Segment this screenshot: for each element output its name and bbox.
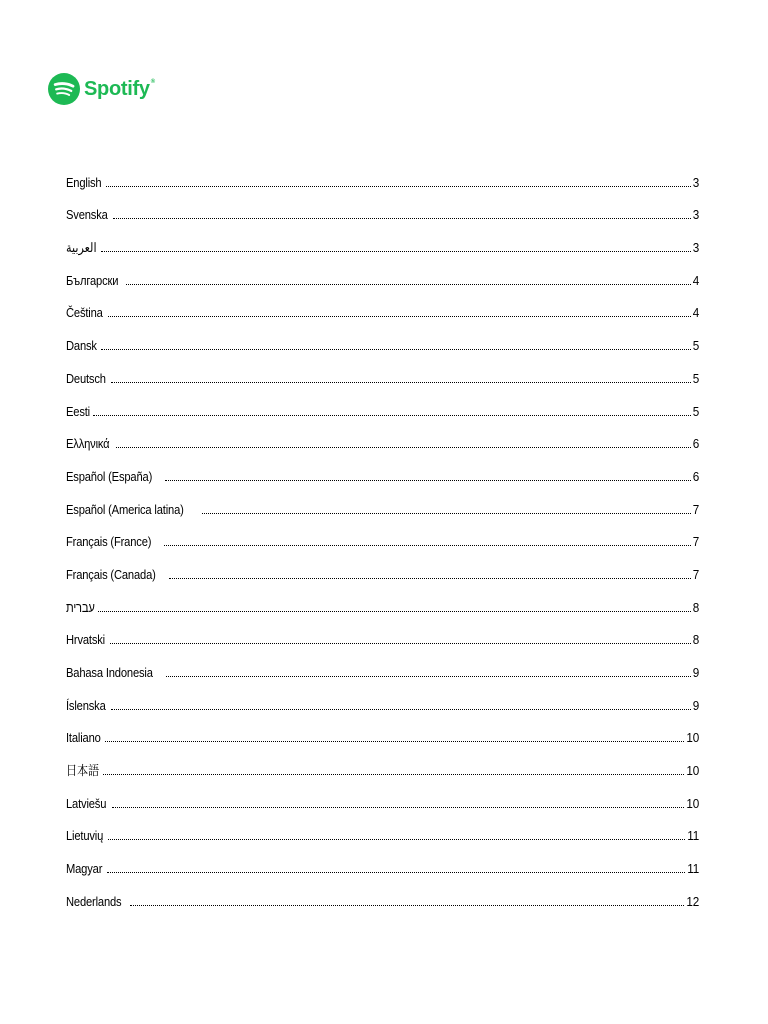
toc-entry-page-number: 7 xyxy=(692,534,699,550)
toc-entry-label: Български xyxy=(66,272,119,288)
toc-entry-label: Bahasa Indonesia xyxy=(66,665,153,680)
toc-entry-page-number: 5 xyxy=(692,403,699,419)
toc-entry-label: Nederlands xyxy=(66,893,122,909)
toc-entry[interactable] xyxy=(66,877,699,910)
dot-leader xyxy=(116,447,691,448)
toc-entry-label: Ελληνικά xyxy=(66,436,110,452)
toc-entry-label: العربية xyxy=(66,240,97,256)
spotify-wordmark xyxy=(84,79,155,99)
dot-leader xyxy=(108,839,685,840)
toc-entry[interactable] xyxy=(66,485,699,518)
registered-mark: ® xyxy=(150,79,155,85)
toc-entry-page-number: 9 xyxy=(692,665,699,680)
dot-leader xyxy=(111,709,691,710)
toc-entry-page-number: 6 xyxy=(692,468,699,484)
toc-entry-label: Čeština xyxy=(66,305,103,321)
toc-entry-page-number: 4 xyxy=(692,272,699,288)
dot-leader xyxy=(108,316,691,317)
toc-entry[interactable] xyxy=(66,746,699,779)
dot-leader xyxy=(93,415,691,416)
toc-entry-label: Lietuvių xyxy=(66,828,104,844)
toc-entry-label: Français (France) xyxy=(66,534,152,550)
toc-entry[interactable] xyxy=(66,452,699,485)
toc-entry[interactable] xyxy=(66,321,699,354)
toc-entry-label: Français (Canada) xyxy=(66,566,156,582)
dot-leader xyxy=(165,480,691,481)
toc-entry-page-number: 4 xyxy=(692,305,699,321)
toc-entry-page-number: 12 xyxy=(686,893,699,909)
toc-entry[interactable] xyxy=(66,420,699,453)
dot-leader xyxy=(101,251,691,252)
spotify-logo xyxy=(48,58,155,120)
dot-leader xyxy=(113,218,691,219)
toc-entry-page-number: 11 xyxy=(687,861,699,877)
toc-entry-label: Íslenska xyxy=(66,697,106,713)
dot-leader xyxy=(111,382,691,383)
dot-leader xyxy=(130,905,684,906)
dot-leader xyxy=(164,545,691,546)
toc-entry[interactable] xyxy=(66,191,699,224)
toc-entry-page-number: 5 xyxy=(692,370,699,386)
toc-entry-page-number: 7 xyxy=(692,566,699,582)
toc-entry-label: Hrvatski xyxy=(66,632,106,648)
toc-entry-page-number: 3 xyxy=(692,240,699,256)
toc-entry-page-number: 8 xyxy=(692,599,699,615)
toc-entry-label: 日本語 xyxy=(66,763,100,779)
toc-entry[interactable] xyxy=(66,289,699,322)
toc-entry[interactable] xyxy=(66,681,699,714)
toc-entry-label: עברית xyxy=(66,599,95,615)
toc-entry-page-number: 9 xyxy=(692,697,699,713)
dot-leader xyxy=(101,349,691,350)
toc-entry-label: Svenska xyxy=(66,207,108,223)
toc-entry-label: Latviešu xyxy=(66,795,107,811)
dot-leader xyxy=(126,284,691,285)
spotify-icon xyxy=(48,73,80,105)
toc-entry-label: Dansk xyxy=(66,338,97,354)
toc-entry[interactable] xyxy=(66,714,699,747)
toc-entry[interactable] xyxy=(66,812,699,845)
toc-entry-label: Magyar xyxy=(66,861,103,877)
dot-leader xyxy=(103,774,684,775)
toc-entry-label: Eesti xyxy=(66,403,90,419)
dot-leader xyxy=(106,186,691,187)
brand-name: Spotify xyxy=(84,78,150,100)
toc-entry[interactable] xyxy=(66,550,699,583)
toc-entry-page-number: 7 xyxy=(692,501,699,517)
dot-leader xyxy=(202,513,691,514)
toc-entry[interactable] xyxy=(66,616,699,649)
toc-entry-page-number: 10 xyxy=(686,763,699,779)
dot-leader xyxy=(105,741,684,742)
toc-entry-page-number: 6 xyxy=(692,436,699,452)
toc-entry[interactable] xyxy=(66,387,699,420)
toc-entry-page-number: 10 xyxy=(686,730,699,746)
table-of-contents xyxy=(66,158,699,910)
toc-entry-label: Italiano xyxy=(66,730,101,746)
toc-entry[interactable] xyxy=(66,158,699,191)
toc-entry-label: English xyxy=(66,174,102,190)
dot-leader xyxy=(98,611,691,612)
dot-leader xyxy=(110,643,691,644)
toc-entry[interactable] xyxy=(66,779,699,812)
toc-entry-label: Deutsch xyxy=(66,370,106,386)
toc-entry[interactable] xyxy=(66,583,699,616)
dot-leader xyxy=(107,872,685,873)
toc-entry[interactable] xyxy=(66,518,699,551)
dot-leader xyxy=(166,676,691,677)
toc-entry-page-number: 11 xyxy=(687,828,699,844)
toc-entry-page-number: 8 xyxy=(692,632,699,648)
toc-entry-page-number: 3 xyxy=(692,174,699,190)
dot-leader xyxy=(169,578,691,579)
toc-entry[interactable] xyxy=(66,354,699,387)
toc-entry-page-number: 3 xyxy=(692,207,699,223)
toc-entry-label: Español (España) xyxy=(66,468,153,484)
toc-entry-page-number: 5 xyxy=(692,338,699,354)
toc-entry-label: Español (America latina) xyxy=(66,501,184,517)
toc-entry[interactable] xyxy=(66,648,699,681)
toc-entry-page-number: 10 xyxy=(686,795,699,811)
toc-entry[interactable] xyxy=(66,844,699,877)
toc-entry[interactable] xyxy=(66,223,699,256)
dot-leader xyxy=(112,807,684,808)
toc-entry[interactable] xyxy=(66,256,699,289)
